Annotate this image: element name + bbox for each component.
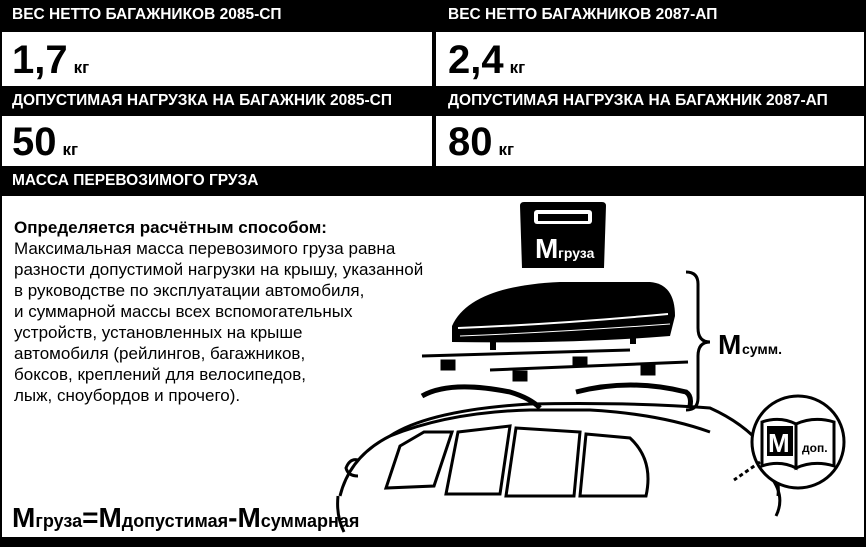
formula-eq: = — [82, 502, 99, 533]
header-weight-2085: ВЕС НЕТТО БАГАЖНИКОВ 2085-СП — [0, 0, 432, 32]
sum-bracket-icon — [686, 272, 710, 410]
value-number: 50 — [12, 120, 57, 164]
value-unit: кг — [62, 140, 79, 159]
value-load-2087 — [436, 122, 866, 162]
formula-m: M — [98, 502, 122, 533]
grid-divider-left — [0, 0, 2, 547]
text-line: Максимальная масса перевозимого груза равна — [14, 239, 396, 258]
formula-m: M — [237, 502, 261, 533]
text-line: в руководстве по эксплуатации автомобиля, — [14, 281, 365, 300]
text-line: лыж, сноубордов и прочего). — [14, 386, 241, 405]
text-line: автомобиля (рейлингов, багажников, — [14, 344, 306, 363]
book-label-sub: доп. — [802, 441, 828, 455]
header-load-2085: ДОПУСТИМАЯ НАГРУЗКА НА БАГАЖНИК 2085-СП — [0, 86, 432, 116]
section-header: МАССА ПЕРЕВОЗИМОГО ГРУЗА — [0, 166, 866, 196]
crossbars-icon — [422, 350, 688, 380]
value-load-2085 — [0, 122, 432, 162]
roof-box-icon — [452, 282, 675, 350]
value-weight-2087 — [436, 40, 866, 84]
header-load-2087: ДОПУСТИМАЯ НАГРУЗКА НА БАГАЖНИК 2087-АП — [436, 86, 866, 116]
value-number: 80 — [448, 120, 493, 164]
cargo-label-sub: груза — [558, 245, 595, 261]
sum-label-m: M — [718, 329, 742, 360]
roof-load-illustration — [330, 196, 864, 536]
text-line: и суммарной массы всех вспомогательных — [14, 302, 353, 321]
value-number: 1,7 — [12, 38, 68, 82]
text-line: устройств, установленных на крыше — [14, 323, 303, 342]
value-unit: кг — [73, 58, 90, 77]
formula-m: M — [12, 502, 36, 533]
book-label-m: M — [768, 428, 790, 458]
cargo-weight-icon — [520, 202, 606, 268]
formula-minus: - — [228, 502, 238, 533]
value-weight-2085 — [0, 40, 432, 84]
value-number: 2,4 — [448, 38, 504, 82]
text-line: разности допустимой нагрузки на крышу, указанной — [14, 260, 424, 279]
formula-sub: допустимая — [121, 511, 229, 531]
manual-book-icon — [734, 396, 844, 488]
car-icon — [338, 404, 780, 533]
header-weight-2087: ВЕС НЕТТО БАГАЖНИКОВ 2087-АП — [436, 0, 866, 32]
bottom-rule — [0, 537, 866, 547]
formula — [12, 502, 359, 534]
value-unit: кг — [509, 58, 526, 77]
cargo-label-m: M — [535, 233, 559, 264]
intro-line: Определяется расчётным способом: — [14, 218, 327, 237]
formula-sub: суммарная — [260, 511, 360, 531]
grid-divider — [432, 0, 436, 168]
text-line: боксов, креплений для велосипедов, — [14, 365, 306, 384]
formula-sub: груза — [35, 511, 83, 531]
value-unit: кг — [498, 140, 515, 159]
sum-label-sub: сумм. — [742, 341, 782, 357]
